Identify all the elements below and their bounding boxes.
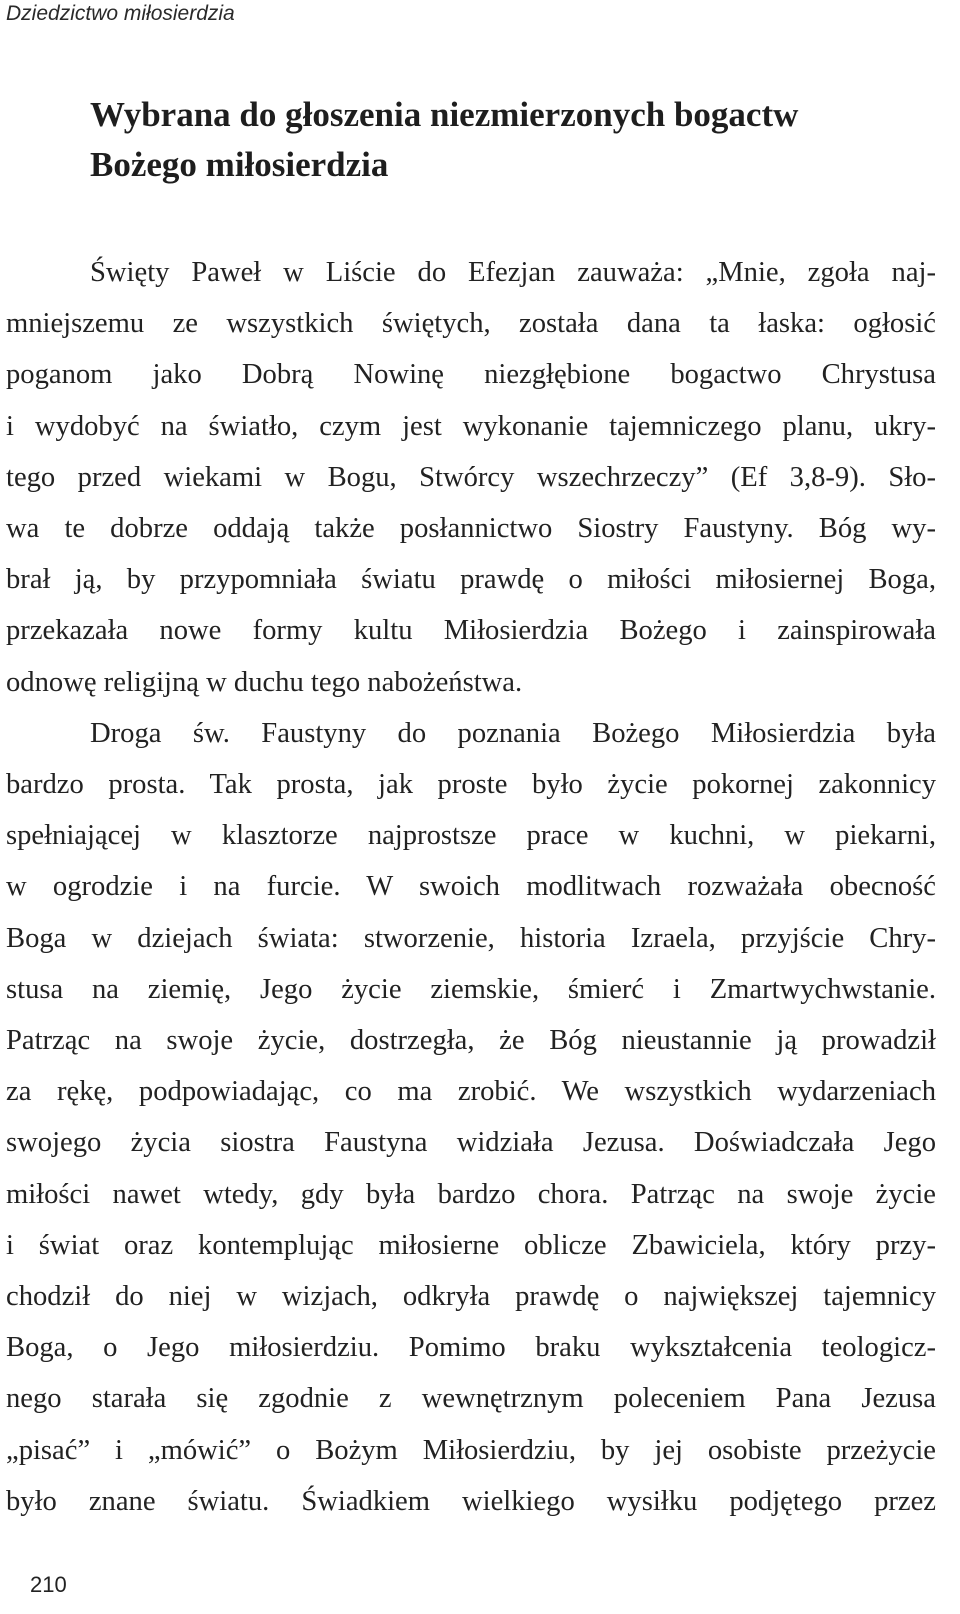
text-line: spełniającej w klasztorze najprostsze prace w kuchni, w piekarni, xyxy=(6,820,936,852)
text-line: Patrząc na swoje życie, dostrzegła, że Bóg nieustannie ją prowadził xyxy=(6,1025,936,1057)
paragraph-1 xyxy=(6,247,936,708)
paragraph-2 xyxy=(6,708,936,1527)
text-line: było znane światu. Świadkiem wielkiego wysiłku podjętego przez xyxy=(6,1485,936,1517)
text-line: stusa na ziemię, Jego życie ziemskie, śmierć i Zmartwychwstanie. xyxy=(6,973,936,1005)
text-line: przekazała nowe formy kultu Miłosierdzia Bożego i zainspirowała xyxy=(6,615,936,647)
text-line: w ogrodzie i na furcie. W swoich modlitwach rozważała obecność xyxy=(6,871,936,903)
text-line: chodził do niej w wizjach, odkryła prawdę o największej tajemnicy xyxy=(6,1281,936,1313)
text-line: tego przed wiekami w Bogu, Stwórcy wszechrzeczy” (Ef 3,8-9). Sło- xyxy=(6,461,936,493)
text-line: Boga w dziejach świata: stworzenie, historia Izraela, przyjście Chry- xyxy=(6,922,936,954)
page-number: 210 xyxy=(30,1572,67,1597)
text-line: za rękę, podpowiadając, co ma zrobić. We wszystkich wydarzeniach xyxy=(6,1076,936,1108)
text-line: odnowę religijną w duchu tego nabożeństwa. xyxy=(6,666,523,698)
text-line: poganom jako Dobrą Nowinę niezgłębione bogactwo Chrystusa xyxy=(6,359,936,391)
chapter-title-line: Wybrana do głoszenia niezmierzonych bogactw xyxy=(90,95,799,134)
text-line: miłości nawet wtedy, gdy była bardzo chora. Patrząc na swoje życie xyxy=(6,1178,936,1210)
chapter-title-line: Bożego miłosierdzia xyxy=(90,145,389,184)
text-line: nego starała się zgodnie z wewnętrznym poleceniem Pana Jezusa xyxy=(6,1383,936,1415)
text-line: wa te dobrze oddają także posłannictwo Siostry Faustyny. Bóg wy- xyxy=(6,513,936,545)
body-text xyxy=(6,247,936,1527)
text-line: brał ją, by przypomniała światu prawdę o miłości miłosiernej Boga, xyxy=(6,564,936,596)
text-line: bardzo prosta. Tak prosta, jak proste było życie pokornej zakonnicy xyxy=(6,769,936,801)
running-header: Dziedzictwo miłosierdzia xyxy=(6,2,235,25)
text-line: Święty Paweł w Liście do Efezjan zauważa: „Mnie, zgoła naj- xyxy=(90,257,936,288)
text-line: Droga św. Faustyny do poznania Bożego Miłosierdzia była xyxy=(90,717,936,749)
text-line: mniejszemu ze wszystkich świętych, została dana ta łaska: ogłosić xyxy=(6,308,936,340)
text-line: swojego życia siostra Faustyna widziała Jezusa. Doświadczała Jego xyxy=(6,1127,936,1159)
text-line: i świat oraz kontemplując miłosierne oblicze Zbawiciela, który przy- xyxy=(6,1229,936,1261)
text-line: „pisać” i „mówić” o Bożym Miłosierdziu, by jej osobiste przeżycie xyxy=(6,1434,936,1466)
text-line: Boga, o Jego miłosierdziu. Pomimo braku wykształcenia teologicz- xyxy=(6,1332,936,1364)
chapter-title xyxy=(90,90,950,190)
text-line: i wydobyć na światło, czym jest wykonanie tajemniczego planu, ukry- xyxy=(6,410,936,442)
